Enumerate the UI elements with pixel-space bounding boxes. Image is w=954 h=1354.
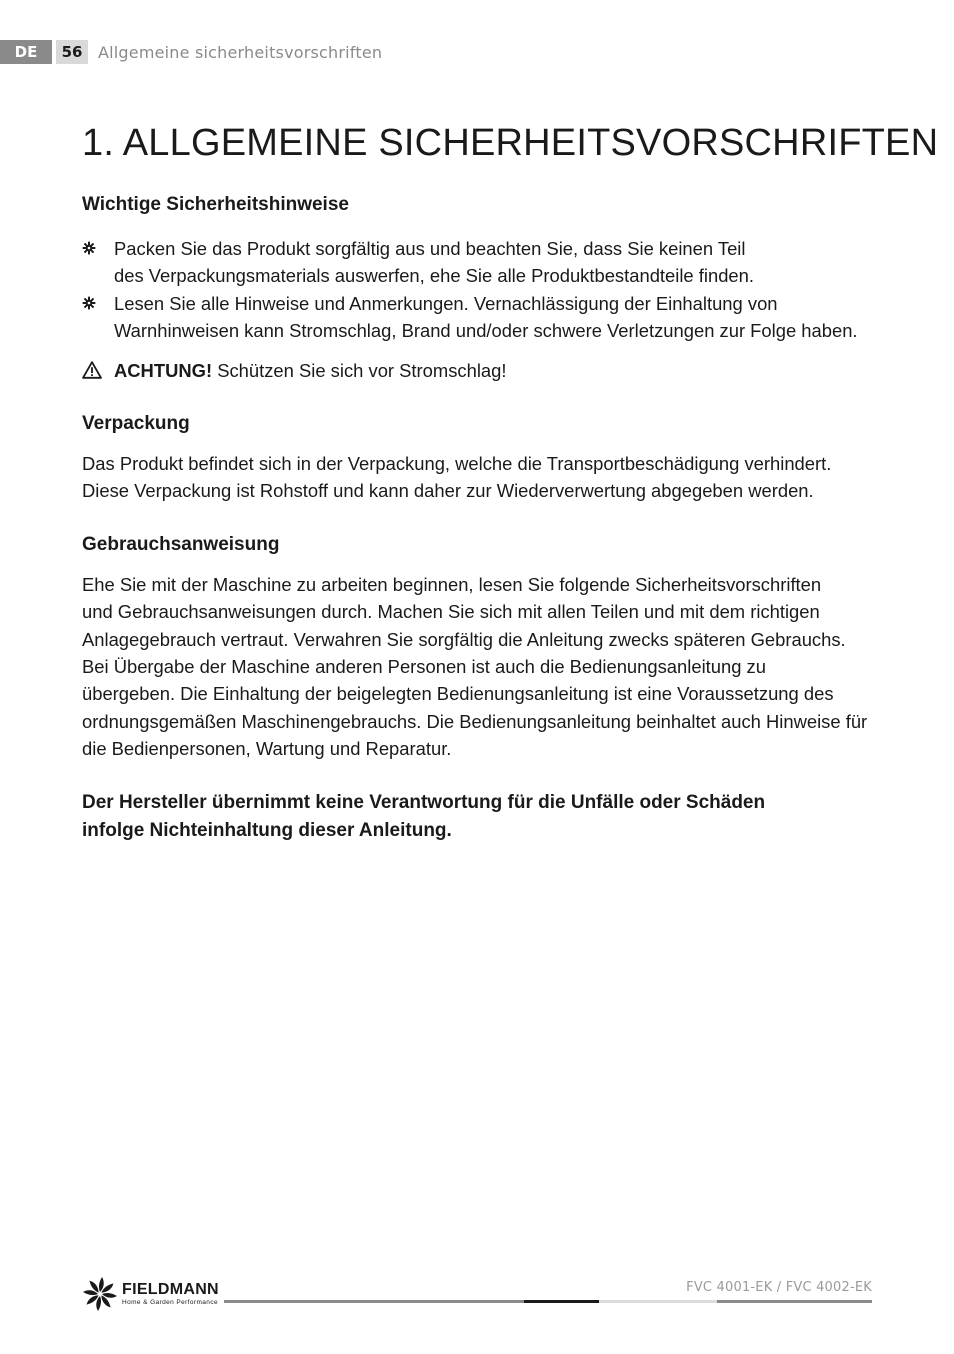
disclaimer <box>82 789 882 845</box>
footer-rule <box>524 1300 599 1303</box>
gear-bullet-icon <box>82 296 96 310</box>
paragraph-line: die Bedienpersonen, Wartung und Reparatur. <box>82 738 452 760</box>
warning-label: ACHTUNG! <box>114 359 213 381</box>
warning-triangle-icon <box>82 361 102 379</box>
paragraph-line: übergeben. Die Einhaltung der beigelegten Bedienungsanleitung ist eine Voraussetzung des <box>82 683 834 705</box>
brand-logo <box>82 1276 219 1312</box>
safety-heading: Wichtige Sicherheitshinweise <box>82 194 349 215</box>
warning-notice <box>82 357 882 384</box>
brand-tagline: Home & Garden Performance <box>122 1299 218 1306</box>
page-number: 56 <box>56 40 88 64</box>
usage-heading: Gebrauchsanweisung <box>82 533 280 555</box>
paragraph-line: und Gebrauchsanweisungen durch. Machen Sie sich mit allen Teilen und mit dem richtigen <box>82 601 820 623</box>
list-item <box>82 235 882 290</box>
paragraph-line: Diese Verpackung ist Rohstoff und kann daher zur Wiederverwertung abgegeben werden. <box>82 480 814 502</box>
usage-paragraph <box>82 571 882 763</box>
running-header-title: Allgemeine sicherheitsvorschriften <box>98 42 383 62</box>
fieldmann-logo-icon <box>82 1276 118 1312</box>
safety-list <box>82 235 882 345</box>
footer-rule <box>224 1300 524 1303</box>
model-number: FVC 4001-EK / FVC 4002-EK <box>686 1280 872 1295</box>
list-item-line: des Verpackungsmaterials auswerfen, ehe Sie alle Produktbestandteile finden. <box>114 265 754 287</box>
list-item-line: Lesen Sie alle Hinweise und Anmerkungen. Vernachlässigung der Einhaltung von <box>114 292 778 314</box>
disclaimer-line: infolge Nichteinhaltung dieser Anleitung. <box>82 819 452 841</box>
brand-name: FIELDMANN <box>122 1281 219 1298</box>
page-header <box>0 40 382 64</box>
list-item-line: Packen Sie das Produkt sorgfältig aus und beachten Sie, dass Sie keinen Teil <box>114 238 746 259</box>
list-item <box>82 290 882 345</box>
list-item-line: Warnhinweisen kann Stromschlag, Brand und/oder schwere Verletzungen zur Folge haben. <box>114 320 858 342</box>
packaging-paragraph <box>82 450 882 505</box>
warning-text: Schützen Sie sich vor Stromschlag! <box>217 359 507 381</box>
paragraph-line: Das Produkt befindet sich in der Verpackung, welche die Transportbeschädigung verhindert. <box>82 453 832 475</box>
footer-rule <box>599 1300 717 1303</box>
page-content <box>82 190 882 845</box>
disclaimer-line: Der Hersteller übernimmt keine Verantwortung für die Unfälle oder Schäden <box>82 791 766 813</box>
paragraph-line: ordnungsgemäßen Maschinengebrauchs. Die Bedienungsanleitung beinhaltet auch Hinweise für <box>82 710 868 732</box>
language-badge: DE <box>0 40 52 64</box>
paragraph-line: Ehe Sie mit der Maschine zu arbeiten beginnen, lesen Sie folgende Sicherheitsvorschriften <box>82 573 822 595</box>
page-title: 1. ALLGEMEINE SICHERHEITSVORSCHRIFTEN <box>82 122 939 164</box>
packaging-heading: Verpackung <box>82 413 190 435</box>
paragraph-line: Bei Übergabe der Maschine anderen Personen ist auch die Bedienungsanleitung zu <box>82 656 766 678</box>
footer-rule <box>717 1300 872 1303</box>
gear-bullet-icon <box>82 241 96 255</box>
paragraph-line: Anlagegebrauch vertraut. Verwahren Sie sorgfältig die Anleitung zwecks späteren Gebrauchs. <box>82 628 846 650</box>
